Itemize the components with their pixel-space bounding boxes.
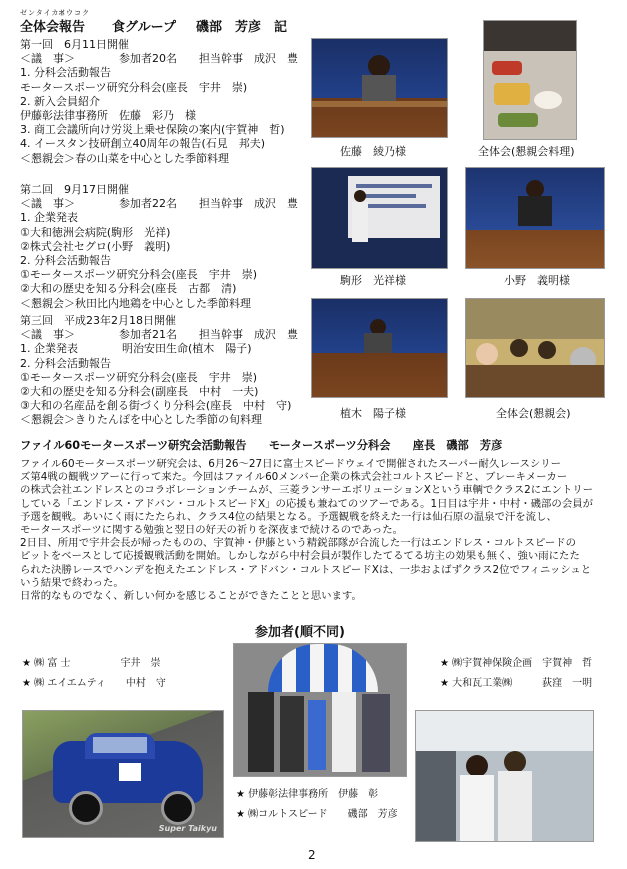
meeting-3-line: ＜議 事＞ 参加者21名 担当幹事 成沢 豊 bbox=[20, 328, 298, 342]
motorsport-line: いう結果で終わった。 bbox=[20, 576, 124, 589]
meeting-1-line: ＜議 事＞ 参加者20名 担当幹事 成沢 豊 bbox=[20, 52, 298, 66]
caption-party-food: 全体会(懇親会料理) bbox=[478, 145, 575, 158]
meeting-2-line: ②大和の歴史を知る分科会(座長 古都 清) bbox=[20, 282, 237, 296]
meeting-3-heading: 第三回 平成23年2月18日開催 bbox=[20, 314, 176, 327]
meeting-2-line: ＜議 事＞ 参加者22名 担当幹事 成沢 豊 bbox=[20, 197, 298, 211]
meeting-1-line: 2. 新入会員紹介 bbox=[20, 94, 100, 108]
photo-sato-speaker bbox=[311, 38, 448, 138]
photo-pit-garage bbox=[415, 710, 594, 842]
page-number: 2 bbox=[308, 848, 316, 862]
meeting-1 bbox=[20, 38, 298, 166]
meeting-2-line: ＜懇親会＞秋田比内地鶏を中心とした季節料理 bbox=[20, 296, 251, 310]
motorsport-heading: ファイル60モータースポーツ研究会活動報告 モータースポーツ分科会 座長 磯部 芳彦 bbox=[20, 439, 503, 452]
photo-race-car bbox=[22, 710, 224, 838]
caption-komagata: 駒形 光祥様 bbox=[340, 274, 406, 287]
meeting-2 bbox=[20, 183, 298, 311]
motorsport-line: している「エンドレス・アドバン・コルトスピードX」の応援も兼ねてのツアーである。1日目は宇井・中村・磯部の会員が bbox=[20, 497, 593, 510]
caption-ono: 小野 義明様 bbox=[504, 274, 570, 287]
meeting-2-heading: 第二回 9月17日開催 bbox=[20, 183, 129, 196]
motorsport-body bbox=[20, 458, 593, 603]
author-name: 磯部 芳彦 記 bbox=[196, 20, 288, 35]
meeting-1-line: ＜懇親会＞春の山菜を中心とした季節料理 bbox=[20, 151, 229, 165]
meeting-1-line: 1. 分科会活動報告 bbox=[20, 66, 111, 80]
motorsport-line: の株式会社エンドレスとのコラボレーションチームが、三菱ランサーエボリューションXという車輌でクラス2にエントリー bbox=[20, 484, 594, 497]
participant-nakamura: ★ ㈱ エイエムティ 中村 守 bbox=[22, 678, 166, 689]
meeting-2-line: ①モータースポーツ研究分科会(座長 宇井 崇) bbox=[20, 268, 258, 282]
meeting-2-line: ①大和徳洲会病院(駒形 光祥) bbox=[20, 225, 171, 239]
meeting-2-line: 1. 企業発表 bbox=[20, 211, 78, 225]
participant-ugajin: ★ ㈱宇賀神保険企画 宇賀神 哲 bbox=[440, 658, 593, 669]
page-title: 全体会報告 bbox=[20, 20, 86, 35]
motorsport-line: 予選を観戦。あいにく雨にたたられ、クラス4位の結果となる。予選観戦を終えた一行は仙石原の温泉で汗を流し、 bbox=[20, 510, 557, 523]
participant-ui: ★ ㈱ 富 士 宇井 崇 bbox=[22, 658, 161, 669]
meeting-3-line: ③大和の名産品を創る街づくり分科会(座長 中村 守) bbox=[20, 399, 292, 413]
motorsport-line: ズ第4戦の観戦ツアーに行って来た。今回はファイル60メンバー企業の株式会社コルトスピードと、ブレーキメーカー bbox=[20, 471, 568, 484]
motorsport-line: ファイル60モータースポーツ研究会は、6月26～27日に富士スピードウェイで開催されたスーパー耐久レースシリー bbox=[20, 458, 562, 470]
meeting-3 bbox=[20, 314, 298, 428]
participant-ito: ★ 伊藤彰法律事務所 伊藤 彰 bbox=[236, 789, 379, 800]
title-ruby-2: ホウコク bbox=[58, 9, 90, 17]
motorsport-line: ピットをベースとして応援観戦活動を開始。しかしながら中村会員が製作したてるてる坊主の効果も無く、強い雨にたた bbox=[20, 550, 580, 563]
motorsport-line: 日常的なものでなく、新しい何かを感じることができたことと思います。 bbox=[20, 590, 362, 603]
meeting-1-line: モータースポーツ研究分科会(座長 宇井 崇) bbox=[20, 80, 248, 94]
group-name: 食グループ bbox=[112, 20, 176, 35]
photo-team-umbrella bbox=[233, 643, 407, 777]
caption-party-group: 全体会(懇親会) bbox=[496, 407, 571, 420]
photo-komagata-presentation bbox=[311, 167, 448, 269]
photo-party-food bbox=[483, 20, 577, 140]
participant-isobe: ★ ㈱コルトスピード 磯部 芳彦 bbox=[236, 809, 398, 820]
meeting-3-line: ＜懇親会＞きりたんぽを中心とした季節の旬料理 bbox=[20, 413, 262, 427]
participant-ogikubo: ★ 大和瓦工業㈱ 荻窪 一明 bbox=[440, 678, 593, 689]
motorsport-line: 2日目、所用で宇井会長が帰ったものの、宇賀神・伊藤という精鋭部隊が合流した一行はエンドレス・コルトスピードの bbox=[20, 537, 577, 550]
meeting-1-line: 伊藤彰法律事務所 佐藤 彩乃 様 bbox=[20, 109, 196, 123]
motorsport-line: られた決勝レースでハンデを抱えたエンドレス・アドバン・コルトスピードXは、一歩およばずクラス2位でフィニッシュと bbox=[20, 563, 592, 576]
meeting-3-line: 1. 企業発表 明治安田生命(植木 陽子) bbox=[20, 342, 252, 356]
meeting-3-line: 2. 分科会活動報告 bbox=[20, 356, 111, 370]
participants-title: 参加者(順不同) bbox=[255, 625, 345, 640]
meeting-2-line: 2. 分科会活動報告 bbox=[20, 254, 111, 268]
caption-sato: 佐藤 綾乃様 bbox=[340, 145, 406, 158]
title-ruby-1: ゼンタイカイ bbox=[20, 9, 68, 17]
meeting-3-line: ①モータースポーツ研究分科会(座長 宇井 崇) bbox=[20, 370, 258, 384]
meeting-1-line: 3. 商工会議所向け労災上乗せ保険の案内(宇賀神 哲) bbox=[20, 123, 285, 137]
meeting-1-line: 4. イースタン技研創立40周年の報告(石見 邦夫) bbox=[20, 137, 266, 151]
meeting-3-line: ②大和の歴史を知る分科会(副座長 中村 一夫) bbox=[20, 385, 259, 399]
super-taikyu-logo: Super Taikyu bbox=[158, 824, 217, 833]
meeting-2-line: ②株式会社セグロ(小野 義明) bbox=[20, 239, 171, 253]
photo-ueki-speaker bbox=[311, 298, 448, 398]
photo-party-group bbox=[465, 298, 605, 398]
meeting-1-heading: 第一回 6月11日開催 bbox=[20, 38, 129, 51]
caption-ueki: 植木 陽子様 bbox=[340, 407, 406, 420]
photo-ono-speaker bbox=[465, 167, 605, 269]
motorsport-line: モータースポーツに関する勉強と翌日の好天の祈りを深夜まで続けるのであった。 bbox=[20, 524, 403, 537]
